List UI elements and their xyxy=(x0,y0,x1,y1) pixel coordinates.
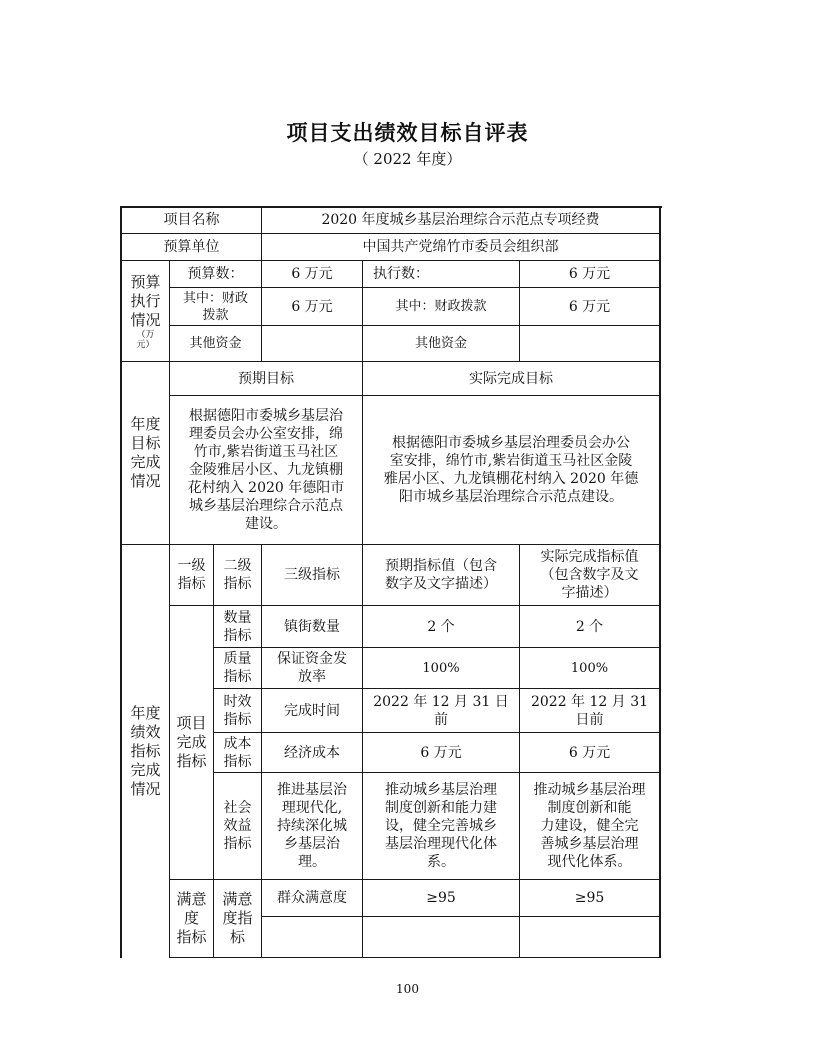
timeliness-indicator-label: 时效 指标 xyxy=(223,693,252,728)
timeliness-expected: 2022 年 12 月 31 日 前 xyxy=(373,693,509,728)
year-subtitle: （ 2022 年度） xyxy=(353,150,462,168)
quantity-actual: 2 个 xyxy=(575,618,604,635)
indicators-section-label: 年度 绩效 指标 完成 情况 xyxy=(130,703,161,798)
fiscal-value: 6 万元 xyxy=(291,298,333,315)
budget-amount-label: 预算数： xyxy=(187,266,244,282)
table-border-right xyxy=(659,206,661,958)
blank-expected xyxy=(363,917,519,957)
social-benefit-metric: 推进基层治 理现代化, 持续深化城 乡基层治 理。 xyxy=(277,782,347,870)
satisfaction-group-label: 满意 度 指标 xyxy=(176,890,207,946)
expected-goal-text: 根据德阳市委城乡基层治 理委员会办公室安排，绵 竹市,紫岩街道玉马社区 金陵雅居小区、九龙镇棚 花村纳入 2020 年德阳市 城乡基层治理综合示范点 建设。 xyxy=(187,408,345,532)
blank-actual xyxy=(520,917,659,957)
annual-goal-section-label: 年度 目标 完成 情况 xyxy=(130,415,161,490)
other-funds-exec-label: 其他资金 xyxy=(414,336,467,351)
budget-unit-label: 预算单位 xyxy=(163,239,220,255)
actual-goal-header: 实际完成目标 xyxy=(469,370,553,387)
quality-actual: 100% xyxy=(570,660,609,676)
page-title: 项目支出绩效目标自评表 xyxy=(286,120,529,145)
satisfaction-indicator-label: 满意 度指 标 xyxy=(222,890,253,946)
timeliness-metric: 完成时间 xyxy=(284,702,340,719)
quality-expected: 100% xyxy=(422,660,460,676)
cost-actual: 6 万元 xyxy=(568,744,611,761)
satisfaction-actual: ≥95 xyxy=(574,890,605,906)
quality-indicator-label: 质量 指标 xyxy=(223,651,252,685)
timeliness-actual: 2022 年 12 月 31 日前 xyxy=(530,693,649,728)
expected-goal-header: 预期目标 xyxy=(238,370,294,387)
budget-unit-value: 中国共产党绵竹市委员会组织部 xyxy=(362,239,559,255)
quality-metric: 保证资金发 放率 xyxy=(277,651,347,685)
project-name-value: 2020 年度城乡基层治理综合示范点专项经费 xyxy=(321,212,600,228)
satisfaction-metric: 群众满意度 xyxy=(277,890,347,906)
level1-header: 一级 指标 xyxy=(177,558,206,592)
social-benefit-expected: 推动城乡基层治理 制度创新和能力建 设，健全完善城乡 基层治理现代化体 系。 xyxy=(385,782,497,870)
fiscal-exec-value: 6 万元 xyxy=(568,298,611,315)
quantity-metric: 镇街数量 xyxy=(284,618,340,635)
expected-value-header: 预期指标值（包含 数字及文字描述） xyxy=(385,558,497,592)
actual-goal-text: 根据德阳市委城乡基层治理委员会办公 室安排，绵竹市,紫岩街道玉马社区金陵 雅居小区、九龙镇棚花村纳入 2020 年德 阳市城乡基层治理综合示范点建设。 xyxy=(383,435,639,505)
cost-metric: 经济成本 xyxy=(284,744,340,761)
quantity-expected: 2 个 xyxy=(427,618,455,635)
satisfaction-expected: ≥95 xyxy=(426,890,456,906)
fiscal-exec-label: 其中：财政拨款 xyxy=(395,299,487,314)
other-funds-label: 其他资金 xyxy=(189,336,242,351)
social-benefit-indicator-label: 社会 效益 指标 xyxy=(223,800,252,852)
cost-expected: 6 万元 xyxy=(420,744,462,761)
project-completion-group-label: 项目 完成 指标 xyxy=(176,714,207,770)
level3-header: 三级指标 xyxy=(284,567,340,583)
cost-indicator-label: 成本 指标 xyxy=(223,735,252,770)
exec-amount-value: 6 万元 xyxy=(568,266,611,282)
blank-metric xyxy=(262,917,362,957)
actual-value-header: 实际完成指标值 （包含数字及文 字描述） xyxy=(540,549,639,601)
table-bottom-border xyxy=(169,957,661,958)
project-name-label: 项目名称 xyxy=(163,212,220,228)
other-funds-value xyxy=(262,326,362,361)
other-funds-exec-value xyxy=(520,326,659,361)
social-benefit-actual: 推动城乡基层治理 制度创新和能 力建设，健全完 善城乡基层治理 现代化体系。 xyxy=(533,782,646,870)
budget-amount-value: 6 万元 xyxy=(291,266,333,282)
exec-amount-label: 执行数： xyxy=(373,266,429,282)
budget-section-label: 预算 执行 情况 （万 元） xyxy=(130,272,161,350)
quantity-indicator-label: 数量 指标 xyxy=(223,609,252,644)
level2-header: 二级 指标 xyxy=(223,558,252,592)
page-number: 100 xyxy=(396,982,419,996)
fiscal-label: 其中：财政 拨款 xyxy=(182,290,248,323)
